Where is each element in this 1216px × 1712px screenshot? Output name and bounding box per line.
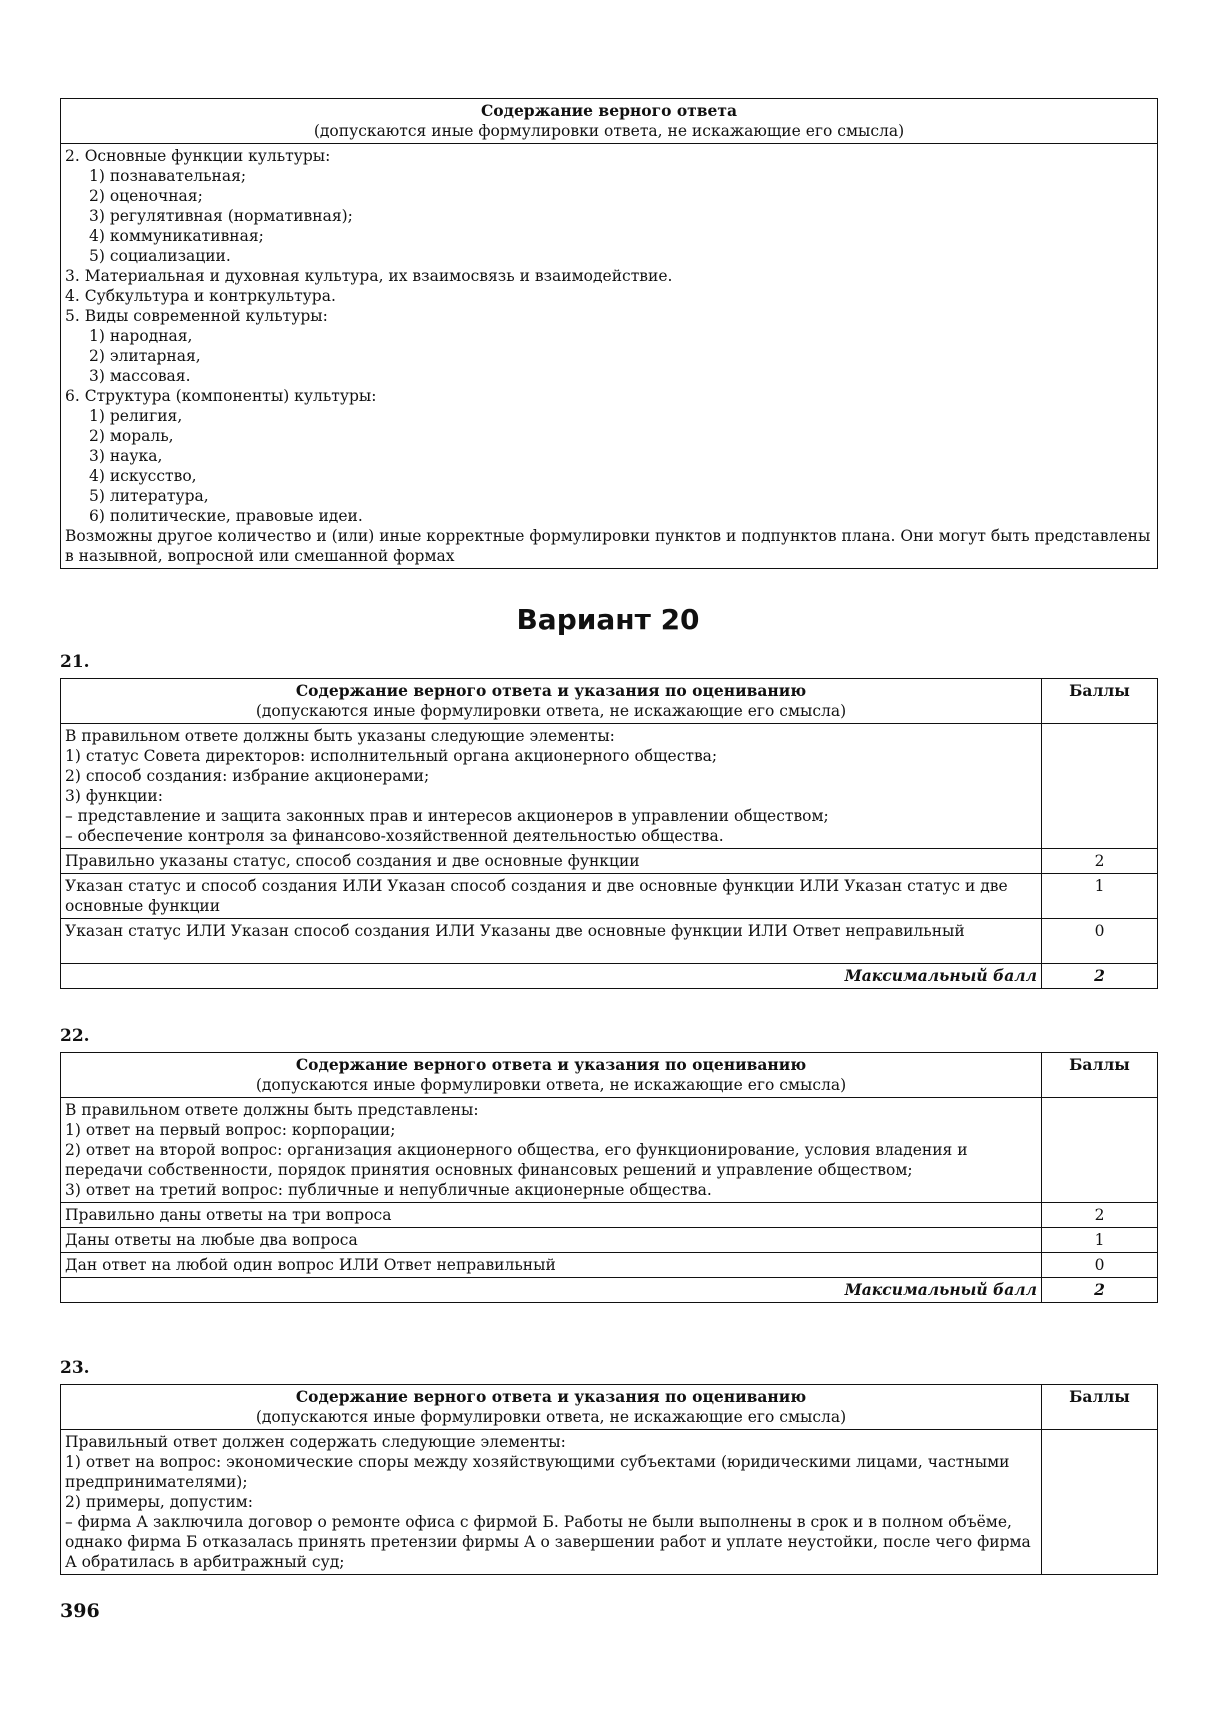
q21-row-0-score: 0 bbox=[1042, 919, 1158, 964]
plan-line: 2) мораль, bbox=[89, 427, 174, 445]
q21-content-line: – обеспечение контроля за финансово-хозяйственной деятельностью общества. bbox=[65, 827, 724, 845]
q21-content-line: – представление и защита законных прав и интересов акционеров в управлении обществом; bbox=[65, 807, 829, 825]
q21-row-2-score: 2 bbox=[1042, 849, 1158, 874]
q21-header-title: Содержание верного ответа и указания по оцениванию bbox=[295, 681, 807, 700]
q21-row-1-score: 1 bbox=[1042, 874, 1158, 919]
q21-content-line: 1) статус Совета директоров: исполнительный органа акционерного общества; bbox=[65, 747, 718, 765]
plan-line: 1) познавательная; bbox=[89, 167, 247, 185]
plan-table-body bbox=[61, 144, 1158, 569]
q22-content bbox=[61, 1098, 1042, 1203]
plan-line: 3) наука, bbox=[89, 447, 163, 465]
q23-content-line: 1) ответ на вопрос: экономические споры между хозяйствующими субъектами (юридическими лицами, частными предпринимателями); bbox=[65, 1453, 1010, 1491]
q21-content-line: В правильном ответе должны быть указаны следующие элементы: bbox=[65, 727, 615, 745]
q21-content-line: 3) функции: bbox=[65, 787, 163, 805]
plan-line: 6) политические, правовые идеи. bbox=[89, 507, 363, 525]
plan-line: 4) коммуникативная; bbox=[89, 227, 264, 245]
q21-score-header: Баллы bbox=[1042, 679, 1158, 724]
plan-line: 3) массовая. bbox=[89, 367, 191, 385]
variant-title: Вариант 20 bbox=[516, 603, 700, 636]
q22-row-1-score: 1 bbox=[1042, 1228, 1158, 1253]
plan-line: 4. Субкультура и контркультура. bbox=[65, 287, 336, 305]
plan-table-header bbox=[61, 99, 1158, 144]
plan-line: 5. Виды современной культуры: bbox=[65, 307, 328, 325]
q23-table bbox=[60, 1384, 1158, 1575]
plan-line: 1) религия, bbox=[89, 407, 183, 425]
q22-row-2-text: Правильно даны ответы на три вопроса bbox=[61, 1203, 1042, 1228]
plan-line: Возможны другое количество и (или) иные корректные формулировки пунктов и подпунктов плана. Они могут быть представлены в назывной, вопросной или смешанной формах bbox=[65, 527, 1151, 565]
q21-table bbox=[60, 678, 1158, 989]
q22-header-title: Содержание верного ответа и указания по оцениванию bbox=[295, 1055, 807, 1074]
q22-max-score: 2 bbox=[1042, 1278, 1158, 1303]
q23-content-line: 2) примеры, допустим: bbox=[65, 1493, 253, 1511]
question-number-23: 23. bbox=[60, 1358, 90, 1378]
plan-line: 2) оценочная; bbox=[89, 187, 203, 205]
q22-score-header: Баллы bbox=[1042, 1053, 1158, 1098]
plan-line: 6. Структура (компоненты) культуры: bbox=[65, 387, 377, 405]
q22-content-line: 2) ответ на второй вопрос: организация акционерного общества, его функционирование, условия владения и передачи собственности, порядок принятия основных финансовых решений и управление обществом; bbox=[65, 1141, 968, 1179]
q21-row-0-text: Указан статус ИЛИ Указан способ создания ИЛИ Указаны две основные функции ИЛИ Ответ неправильный bbox=[61, 919, 1042, 964]
q22-content-line: 3) ответ на третий вопрос: публичные и непубличные акционерные общества. bbox=[65, 1181, 712, 1199]
q22-row-0-score: 0 bbox=[1042, 1253, 1158, 1278]
q22-max-label: Максимальный балл bbox=[61, 1278, 1042, 1303]
q21-content bbox=[61, 724, 1042, 849]
q23-header-subtitle: (допускаются иные формулировки ответа, не искажающие его смысла) bbox=[255, 1408, 847, 1426]
q22-header bbox=[61, 1053, 1042, 1098]
plan-line: 3) регулятивная (нормативная); bbox=[89, 207, 353, 225]
q22-row-2-score: 2 bbox=[1042, 1203, 1158, 1228]
plan-line: 5) социализации. bbox=[89, 247, 231, 265]
q23-content-score bbox=[1042, 1430, 1158, 1575]
q21-row-2-text: Правильно указаны статус, способ создания и две основные функции bbox=[61, 849, 1042, 874]
q22-row-1-text: Даны ответы на любые два вопроса bbox=[61, 1228, 1042, 1253]
q21-header bbox=[61, 679, 1042, 724]
q23-score-header: Баллы bbox=[1042, 1385, 1158, 1430]
q21-max-score: 2 bbox=[1042, 964, 1158, 989]
q22-content-score bbox=[1042, 1098, 1158, 1203]
q22-content-line: В правильном ответе должны быть представлены: bbox=[65, 1101, 479, 1119]
q23-content bbox=[61, 1430, 1042, 1575]
plan-line: 4) искусство, bbox=[89, 467, 197, 485]
q22-table bbox=[60, 1052, 1158, 1303]
q21-row-1-text: Указан статус и способ создания ИЛИ Указан способ создания и две основные функции ИЛИ Указан статус и две основные функции bbox=[61, 874, 1042, 919]
q21-header-subtitle: (допускаются иные формулировки ответа, не искажающие его смысла) bbox=[255, 702, 847, 720]
plan-answer-table bbox=[60, 98, 1158, 569]
page-number: 396 bbox=[60, 1600, 100, 1622]
plan-line: 1) народная, bbox=[89, 327, 193, 345]
plan-line: 5) литература, bbox=[89, 487, 209, 505]
plan-header-title: Содержание верного ответа bbox=[480, 101, 738, 120]
plan-line: 2) элитарная, bbox=[89, 347, 201, 365]
plan-line: 3. Материальная и духовная культура, их взаимосвязь и взаимодействие. bbox=[65, 267, 673, 285]
plan-line: 2. Основные функции культуры: bbox=[65, 147, 331, 165]
q23-content-line: Правильный ответ должен содержать следующие элементы: bbox=[65, 1433, 566, 1451]
q23-header bbox=[61, 1385, 1042, 1430]
question-number-22: 22. bbox=[60, 1026, 90, 1046]
question-number-21: 21. bbox=[60, 652, 90, 672]
q22-content-line: 1) ответ на первый вопрос: корпорации; bbox=[65, 1121, 396, 1139]
q23-header-title: Содержание верного ответа и указания по оцениванию bbox=[295, 1387, 807, 1406]
plan-header-subtitle: (допускаются иные формулировки ответа, не искажающие его смысла) bbox=[313, 122, 905, 140]
q22-header-subtitle: (допускаются иные формулировки ответа, не искажающие его смысла) bbox=[255, 1076, 847, 1094]
q21-content-line: 2) способ создания: избрание акционерами; bbox=[65, 767, 430, 785]
q21-content-score bbox=[1042, 724, 1158, 849]
q22-row-0-text: Дан ответ на любой один вопрос ИЛИ Ответ неправильный bbox=[61, 1253, 1042, 1278]
q23-content-line: – фирма А заключила договор о ремонте офиса с фирмой Б. Работы не были выполнены в срок и в полном объёме, однако фирма Б отказалась принять претензии фирмы А о завершении работ и уплате неустойки, после чего фирма А обратилась в арбитражный суд; bbox=[65, 1513, 1031, 1571]
q21-max-label: Максимальный балл bbox=[61, 964, 1042, 989]
